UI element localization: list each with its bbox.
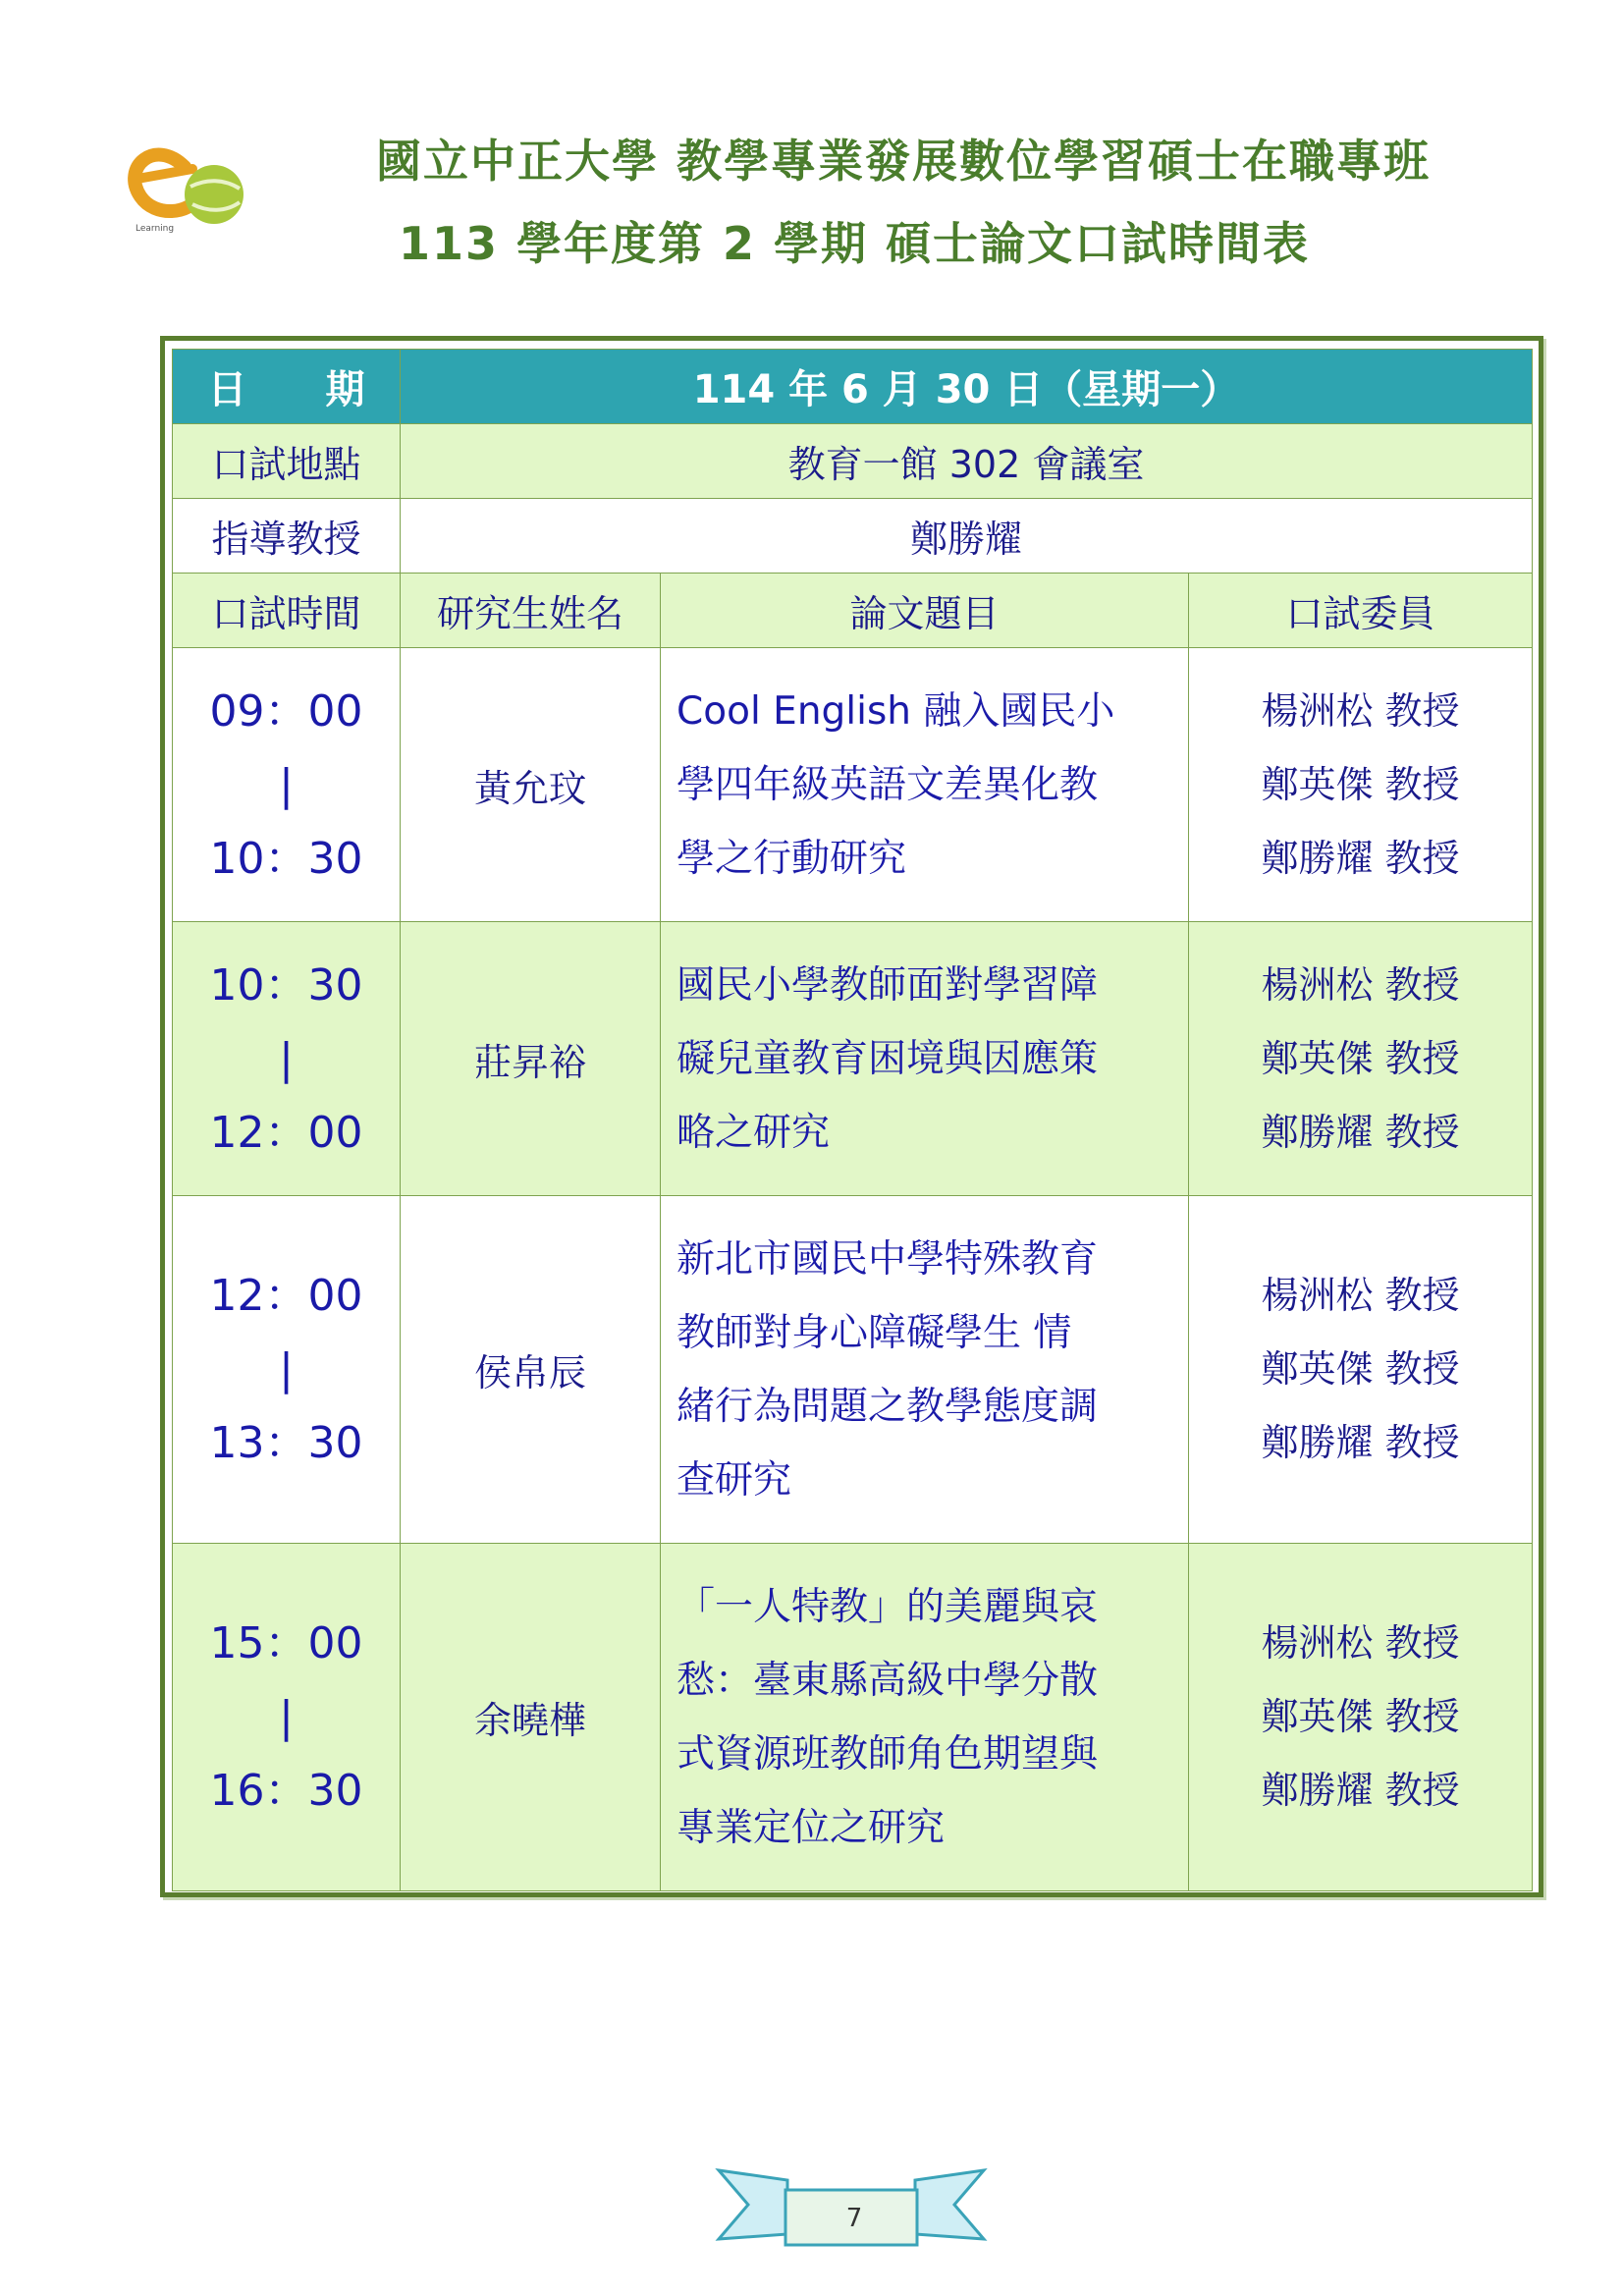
student-name: 余曉樺 xyxy=(401,1544,661,1891)
time-cell xyxy=(173,1544,401,1891)
committee-member: 鄭勝耀 教授 xyxy=(1261,1110,1460,1154)
committee-cell xyxy=(1189,1544,1533,1891)
column-header: 口試時間 xyxy=(173,574,401,648)
start-time: 12：00 xyxy=(209,1271,363,1321)
thesis-title xyxy=(661,922,1189,1196)
column-header-row xyxy=(173,574,1533,648)
time-cell xyxy=(173,648,401,922)
committee-member: 楊洲松 教授 xyxy=(1261,1621,1460,1665)
committee-cell xyxy=(1189,648,1533,922)
committee-member: 鄭英傑 教授 xyxy=(1261,1347,1460,1391)
time-separator: | xyxy=(279,1344,294,1394)
thesis-line: Cool English 融入國民小 xyxy=(676,688,1115,734)
table-row xyxy=(173,1196,1533,1544)
advisor-label: 指導教授 xyxy=(173,499,401,574)
location-value: 教育一館 302 會議室 xyxy=(401,424,1533,499)
student-name: 黃允玟 xyxy=(401,648,661,922)
advisor-row xyxy=(173,499,1533,574)
page-number: 7 xyxy=(845,2204,863,2233)
table-row xyxy=(173,648,1533,922)
end-time: 12：00 xyxy=(209,1107,363,1158)
date-value: 114 年 6 月 30 日（星期一） xyxy=(401,350,1533,424)
column-header: 口試委員 xyxy=(1189,574,1533,648)
column-header: 論文題目 xyxy=(661,574,1189,648)
schedule-table xyxy=(172,349,1533,1891)
page-title-line2: 113 學年度第 2 學期 碩士論文口試時間表 xyxy=(398,217,1311,270)
committee-member: 鄭英傑 教授 xyxy=(1261,1695,1460,1738)
start-time: 15：00 xyxy=(209,1618,363,1668)
thesis-line: 新北市國民中學特殊教育 xyxy=(676,1236,1099,1282)
student-name: 莊昇裕 xyxy=(401,922,661,1196)
end-time: 13：30 xyxy=(209,1418,363,1468)
time-separator: | xyxy=(279,1033,294,1084)
time-cell xyxy=(173,1196,401,1544)
location-label: 口試地點 xyxy=(173,424,401,499)
table-row xyxy=(173,922,1533,1196)
committee-cell xyxy=(1189,1196,1533,1544)
student-name: 侯帛辰 xyxy=(401,1196,661,1544)
committee-member: 鄭勝耀 教授 xyxy=(1261,1421,1460,1464)
column-header: 研究生姓名 xyxy=(401,574,661,648)
committee-member: 楊洲松 教授 xyxy=(1261,688,1460,733)
date-row xyxy=(173,350,1533,424)
end-time: 10：30 xyxy=(209,833,363,884)
start-time: 09：00 xyxy=(209,685,363,737)
committee-member: 鄭勝耀 教授 xyxy=(1261,836,1460,880)
thesis-line: 礙兒童教育困境與因應策 xyxy=(676,1036,1099,1081)
thesis-line: 學四年級英語文差異化教 xyxy=(676,762,1099,807)
thesis-line: 教師對身心障礙學生 情 xyxy=(676,1310,1072,1355)
date-label: 日 期 xyxy=(173,350,401,424)
start-time: 10：30 xyxy=(209,959,363,1011)
thesis-title xyxy=(661,1544,1189,1891)
logo-text: Learning xyxy=(135,224,175,234)
thesis-line: 學之行動研究 xyxy=(676,836,907,881)
thesis-title xyxy=(661,648,1189,922)
location-row xyxy=(173,424,1533,499)
thesis-line: 國民小學教師面對學習障 xyxy=(676,962,1099,1008)
thesis-line: 式資源班教師角色期望與 xyxy=(676,1731,1099,1777)
committee-member: 鄭英傑 教授 xyxy=(1261,1036,1460,1080)
committee-member: 鄭英傑 教授 xyxy=(1261,762,1460,806)
thesis-line: 略之研究 xyxy=(676,1110,831,1155)
time-separator: | xyxy=(279,1692,294,1742)
thesis-line: 專業定位之研究 xyxy=(676,1805,946,1850)
end-time: 16：30 xyxy=(209,1766,363,1816)
committee-member: 鄭勝耀 教授 xyxy=(1261,1769,1460,1812)
time-separator: | xyxy=(279,759,294,810)
thesis-line: 查研究 xyxy=(676,1457,792,1503)
page-title-line1: 國立中正大學 教學專業發展數位學習碩士在職專班 xyxy=(375,135,1431,188)
advisor-value: 鄭勝耀 xyxy=(401,499,1533,574)
thesis-line: 「一人特教」的美麗與哀 xyxy=(676,1584,1099,1629)
committee-member: 楊洲松 教授 xyxy=(1261,962,1460,1007)
thesis-line: 緒行為問題之教學態度調 xyxy=(676,1384,1099,1429)
thesis-title xyxy=(661,1196,1189,1544)
committee-member: 楊洲松 教授 xyxy=(1261,1274,1460,1317)
committee-cell xyxy=(1189,922,1533,1196)
table-row xyxy=(173,1544,1533,1891)
thesis-line: 愁：臺東縣高級中學分散 xyxy=(676,1658,1099,1703)
time-cell xyxy=(173,922,401,1196)
